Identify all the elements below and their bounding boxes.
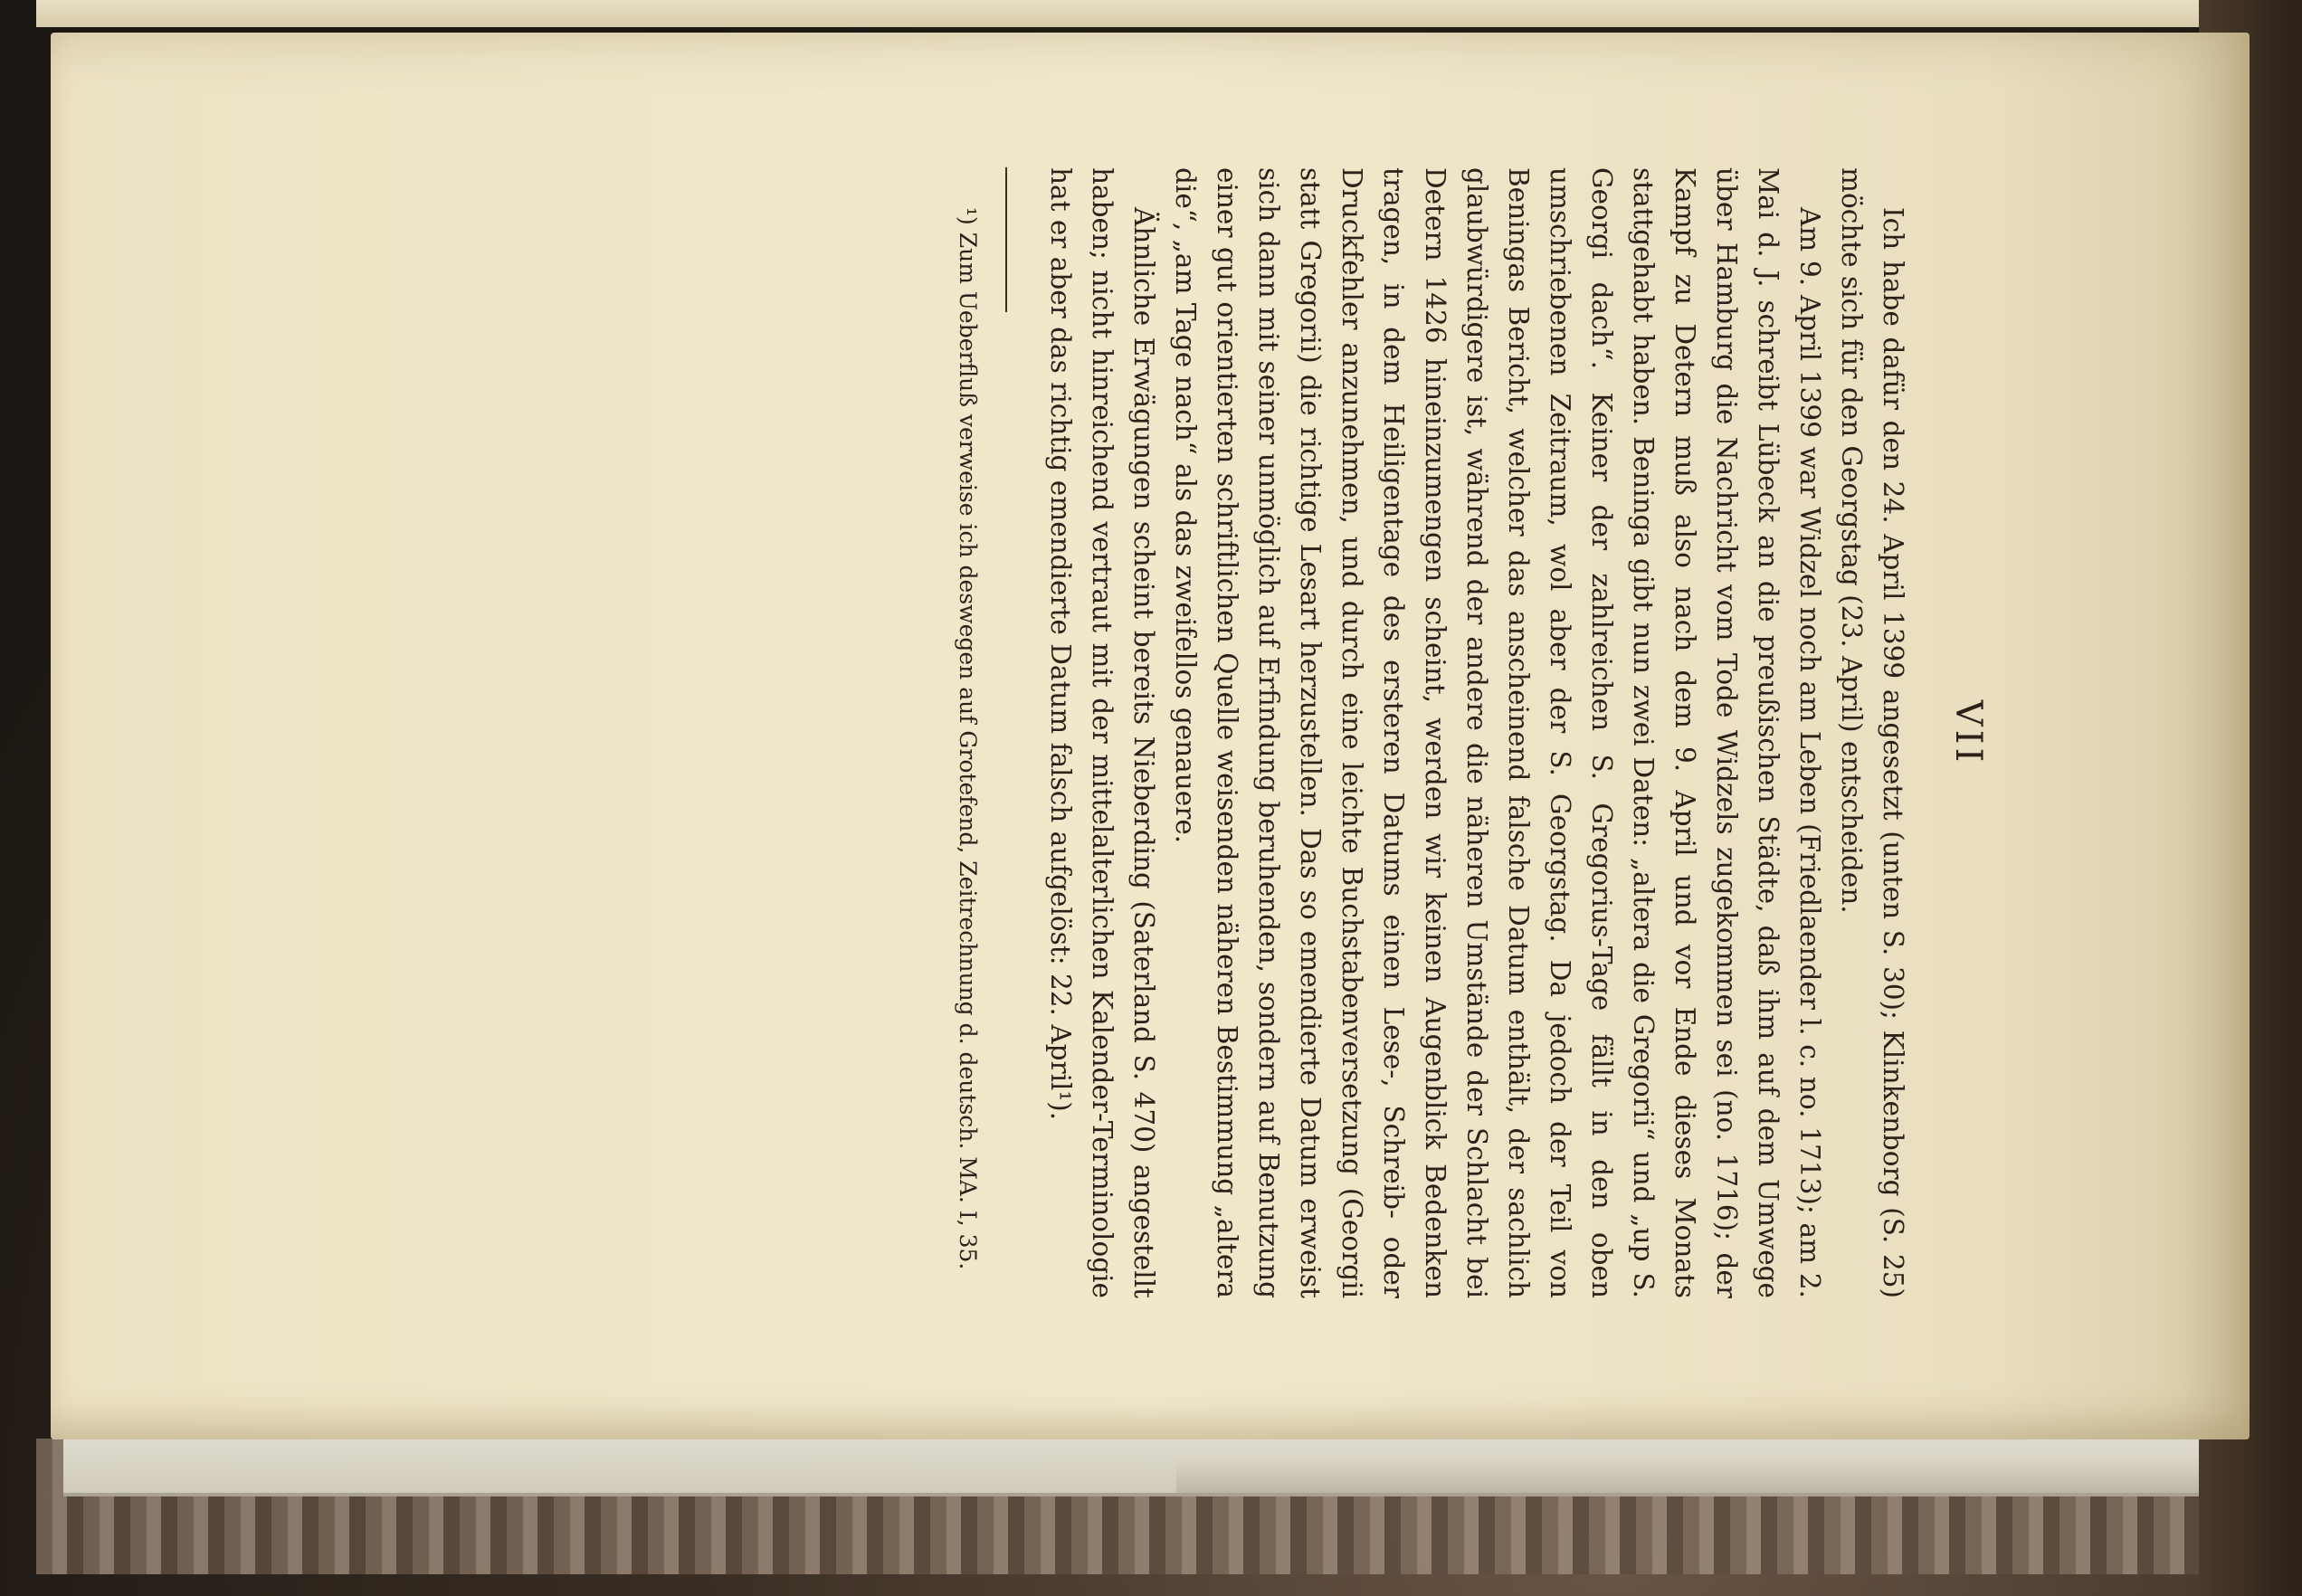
previous-page-edge [36, 0, 2244, 27]
footnote-separator [1005, 167, 1007, 312]
page-content [385, 167, 1995, 1298]
page-stack-edge-lower [1176, 1457, 2226, 1493]
footnote: ¹) Zum Ueberfluß verweise ich deswegen auf Grotefend, Zeitrechnung d. deutsch. MA. I, 35. [955, 207, 981, 1270]
paragraph-3: Ähnliche Erwägungen scheint bereits Nieberding (Saterland S. 470) angestellt haben; nicht hinreichend vertraut mit der mittelalterlichen Kalender-Terminologie hat er aber das richtig emendierte Datum falsch aufgelöst: 22. April¹). [1045, 167, 1159, 1298]
page-number: VII [1947, 699, 1989, 766]
paragraph-2: Am 9. April 1399 war Widzel noch am Leben (Friedlaender l. c. no. 1713); am 2. Mai d. J. schreibt Lübeck an die preußischen Städte, daß ihm auf dem Umwege über Hamburg die Nachricht vom Tode Widzels zugekommen sei (no. 1716); der Kampf zu Detern muß also nach dem 9. April und vor Ende dieses Monats stattgehabt haben. Beninga gibt nun zwei Daten: „altera die Gregorii“ und „up S. Georgi dach“. Keiner der zahlreichen S. Gregorius-Tage fällt in den oben umschriebenen Zeitraum, wol aber der S. Georgstag. Da jedoch der Teil von Beningas Bericht, welcher das anscheinend falsche Datum enthält, der sachlich glaubwürdigere ist, während der andere die näheren Umstände der Schlacht bei Detern 1426 hineinzumengen scheint, werden wir keinen Augenblick Bedenken tragen, in dem Heiligentage des ersteren Datums einen Lese-, Schreib- oder Druckfehler anzunehmen, und durch eine leichte Buchstabenversetzung (Georgii statt Gregorii) die richtige Lesart herzustellen. Das so emendierte Datum erweist sich dann mit seiner unmöglich auf Erfindung beruhenden, sondern auf Benutzung einer gut orientierten schriftlichen Quelle weisenden näheren Bestimmung „altera die“, „am Tage nach“ als das zweifellos genauere. [1170, 167, 1825, 1298]
paragraph-1: Ich habe dafür den 24. April 1399 angesetzt (unten S. 30); Klinkenborg (S. 25) möchte sich für den Georgstag (23. April) entscheiden. [1836, 167, 1908, 1298]
